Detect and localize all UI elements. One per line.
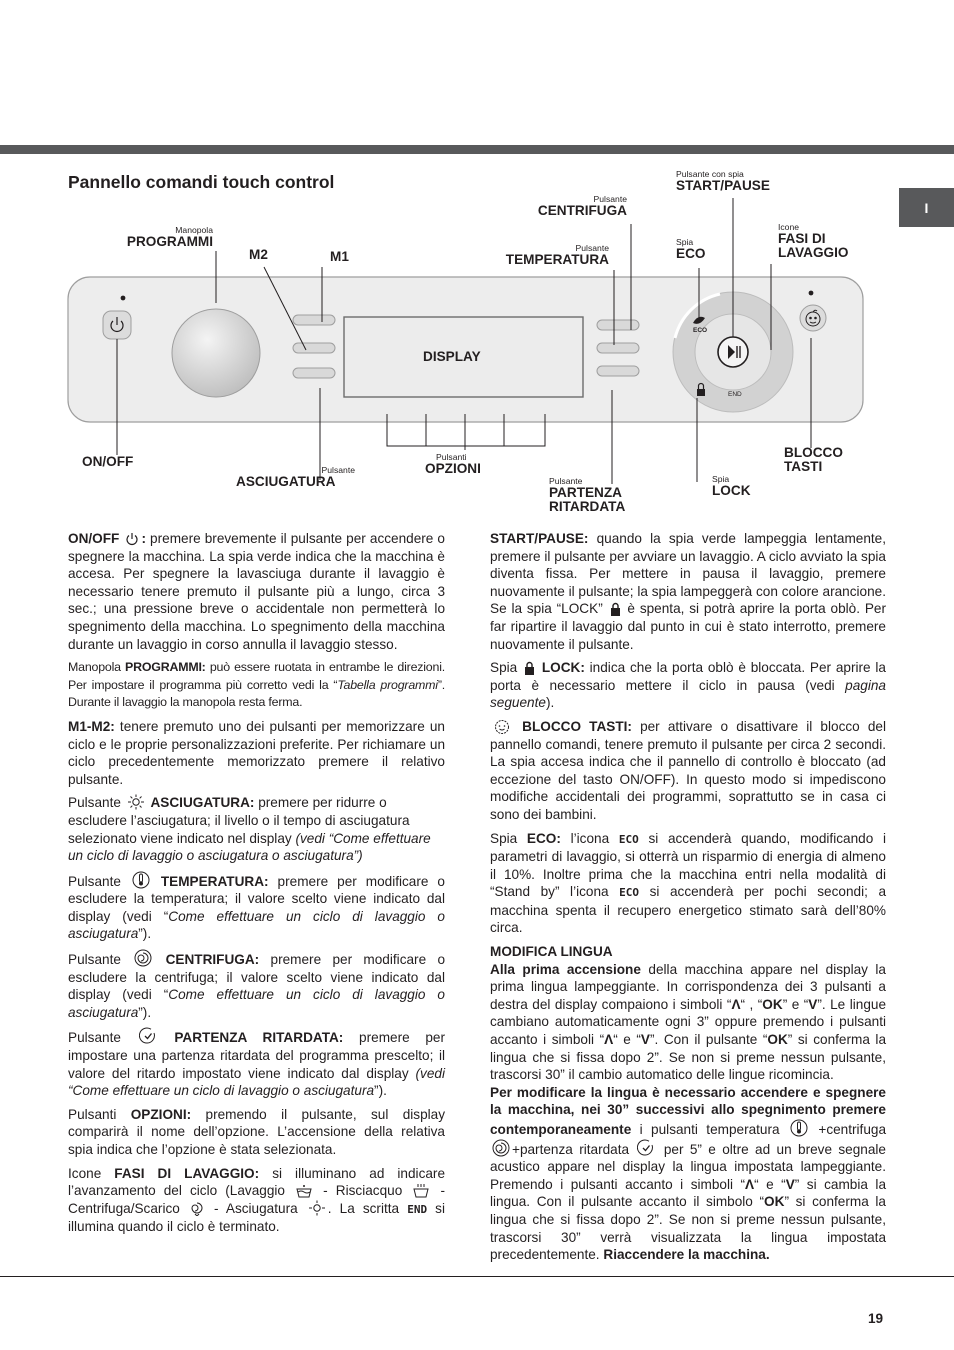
partenza-big-1: PARTENZA <box>549 485 622 500</box>
manopola-paragraph <box>68 659 445 712</box>
symbol-up: Λ <box>731 996 741 1012</box>
partenza-button-shape <box>597 366 639 376</box>
rinse-icon <box>412 1183 430 1198</box>
manopola-small: Manopola <box>175 225 213 235</box>
opz-title: OPZIONI: <box>130 1106 192 1122</box>
delay-timer-icon <box>139 1027 157 1045</box>
m1-text: M1 <box>330 249 349 264</box>
lingua-t9: ” si cambia la lingua. Con il pulsante accanto il simbolo “ <box>490 1176 887 1210</box>
lingua-t4: ” si conferma la lingua che si fissa dopo 2”. Se non si preme nessun pulsante, trascorsi 30” il cambio automatico delle lingue ricomincia. <box>490 1032 887 1083</box>
blocco-big-2: TASTI <box>784 459 823 474</box>
opz-pre: Pulsanti <box>68 1106 117 1122</box>
lingua-t7: +partenza ritardata <box>512 1141 630 1157</box>
fasi-big-2: LAVAGGIO <box>778 245 849 260</box>
asciugatura-button-shape <box>293 368 335 378</box>
m2-label <box>249 248 268 262</box>
fasi-text-3: - Centrifuga/Scarico <box>68 1183 445 1216</box>
manopola-title: PROGRAMMI: <box>125 660 206 675</box>
lingua-title: MODIFICA LINGUA <box>490 944 613 960</box>
fasi-title: FASI DI LAVAGGIO: <box>114 1165 260 1181</box>
start-big: START/PAUSE <box>676 178 770 193</box>
wash-icon <box>295 1183 313 1198</box>
symbol-up-2: Λ <box>604 1032 614 1048</box>
asciugatura-small: Pulsante <box>321 465 355 475</box>
spin-icon <box>134 949 152 967</box>
blocco-paragraph <box>490 718 886 824</box>
partenza-paragraph <box>68 1027 445 1099</box>
eco-label <box>676 237 705 261</box>
power-icon <box>125 532 139 546</box>
symbol-down-3: V <box>785 1176 795 1192</box>
temperatura-small: Pulsante <box>575 243 609 253</box>
start-text-2: è spenta, si potrà aprire la porta oblò. Per far ripartire il lavaggio dal punto in cui è stato interrotto, premere nuovamente il pulsante. <box>490 601 887 652</box>
lock-text: indica che la porta oblò è bloccata. Per aprire la porta è necessario mettere il ciclo in pausa (vedi <box>490 660 886 693</box>
partenza-big-2: RITARDATA <box>549 499 626 514</box>
lock-label <box>712 474 751 498</box>
manopola-italic: Tabella programmi <box>337 677 438 692</box>
blocco-big-1: BLOCCO <box>784 445 843 460</box>
eco-pre: Spia <box>490 830 518 846</box>
eco-word-1: ECO <box>618 832 639 846</box>
asc-pre: Pulsante <box>68 795 121 811</box>
lingua-t5: i pulsanti temperatura <box>639 1122 780 1137</box>
opzioni-small: Pulsanti <box>436 452 467 462</box>
thermometer-icon <box>790 1119 808 1137</box>
symbol-up-3: Λ <box>745 1176 755 1192</box>
lingua-paragraph-1: Alla prima accensione della macchina appare nel display la prima lingua lampeggiante. In corrispondenza dei 3 pulsanti a destra del display compaiono i simboli “Λ“ , “OK” e “V”. Le lingue cambiano automaticamente ogni 3” oppure premendo i pulsanti accanto i simboli “Λ“ e “V”. Con il pulsante “OK” si conferma la lingua che si fissa dopo 2”. Se non si preme nessun pulsante, trascorsi 30” il cambio automatico delle lingue ricomincia. <box>490 961 887 1083</box>
lock-big: LOCK <box>712 483 751 498</box>
lock-end: ). <box>545 695 555 711</box>
child-face-icon <box>492 718 512 734</box>
centr-text: premere per modificare o escludere la centrifuga; il valore scelto viene indicato dal display (vedi “ <box>68 952 446 1003</box>
temperatura-button-shape <box>597 343 639 353</box>
lock-pre: Spia <box>490 660 518 676</box>
centrifuga-big: CENTRIFUGA <box>537 203 627 218</box>
manopola-text-1: può essere ruotata in entrambe le direzioni. Per impostare il programma più corretto vedi la “ <box>68 660 445 692</box>
onoff-paragraph: ON/OFF : premere brevemente il pulsante per accendere o spegnere la macchina. La spia verde indica che la macchina è accesa. Per spegnere la lavasciuga durante il lavaggio è necessario tenere premuto il pulsante più a lungo, circa 3 sec.; una pressione breve o accidentale non permetterà lo spegnimento della macchina. Lo spegnimento della macchina durante un lavaggio in corso annulla il lavaggio stesso. <box>68 531 445 652</box>
asciugatura-label <box>236 465 355 489</box>
centrifuga-paragraph <box>68 949 445 1021</box>
fasi-text-4: - Asciugatura <box>214 1200 298 1216</box>
blocco-label <box>784 446 843 474</box>
symbol-down: V <box>808 996 818 1012</box>
start-small: Pulsante con spia <box>676 169 744 179</box>
m1m2-title: M1-M2: <box>68 718 115 734</box>
end-icon-text: END <box>728 391 742 398</box>
part-title: PARTENZA RITARDATA: <box>174 1030 344 1046</box>
lingua-b2: Per modificare la lingua è necessario accendere e spegnere la macchina, nei 30” successivi allo spegnimento premere contemporaneamente <box>490 1084 886 1137</box>
lingua-b3: Riaccendere la macchina. <box>603 1247 770 1263</box>
centr-title: CENTRIFUGA: <box>165 952 260 968</box>
right-column <box>490 530 886 1264</box>
opzioni-big: OPZIONI <box>425 461 481 476</box>
lock-title: LOCK: <box>541 660 585 676</box>
centr-italic: Come effettuare un ciclo di lavaggio o asciugatura <box>68 987 445 1020</box>
manopola-label <box>126 225 213 249</box>
asc-italic: (vedi “Come effettuare un ciclo di lavaggio o asciugatura o asciugatura”) <box>68 830 431 864</box>
opz-text: premendo il pulsante, sul display comparirà il nome dell’opzione. L’accensione della relativa spia indica che l’opzione è stata selezionata. <box>68 1106 446 1157</box>
page-title: Pannello comandi touch control <box>68 172 335 192</box>
temp-title: TEMPERATURA: <box>160 873 269 889</box>
dry-sun-icon <box>308 1200 326 1216</box>
onoff-led <box>121 296 126 301</box>
m1-button-shape <box>293 315 335 325</box>
start-title: START/PAUSE: <box>490 531 589 546</box>
symbol-ok-2: OK <box>767 1032 788 1048</box>
part-italic: (vedi “Come effettuare un ciclo di lavaggio o asciugatura <box>68 1065 445 1099</box>
temp-pre: Pulsante <box>68 873 121 889</box>
footer-rule <box>0 1276 954 1277</box>
lingua-block <box>490 943 886 1264</box>
blocco-title: BLOCCO TASTI: <box>522 718 632 734</box>
centr-pre: Pulsante <box>68 952 121 968</box>
part-end: ”). <box>374 1083 387 1099</box>
partenza-small: Pulsante <box>549 476 583 486</box>
asc-text: premere per ridurre o escludere l’asciugatura; il livello o il tempo di asciugatura selezionato viene indicato nel display <box>68 795 410 846</box>
fasi-small: Icone <box>778 222 800 232</box>
part-text: premere per impostare una partenza ritardata del programma prescelto; il valore del ritardo impostato viene indicato dal display <box>68 1030 446 1081</box>
fasi-big-1: FASI DI <box>778 231 826 246</box>
fasi-text-5: . La scritta <box>327 1200 400 1216</box>
end-word: END <box>407 1202 428 1216</box>
fasi-pre: Icone <box>68 1165 102 1181</box>
m1-label <box>330 250 349 264</box>
spin-drain-icon <box>190 1200 204 1216</box>
delay-timer-icon <box>637 1139 655 1157</box>
manopola-big: PROGRAMMI <box>126 234 213 249</box>
temperatura-label <box>480 243 609 267</box>
blocco-text: per attivare o disattivare il blocco del pannello comandi, tenere premuto il pulsante per circa 2 secondi. La spia accesa indica che il pannello di controllo è bloccato (ad eccezione del tasto ON/OFF). In questo modo si impediscono modifiche accidentali dei programmi, soprattutto se in casa ci sono dei bambini. <box>490 718 886 822</box>
eco-title: ECO: <box>526 830 561 846</box>
lock-paragraph <box>490 659 886 712</box>
onoff-text: premere brevemente il pulsante per accendere o spegnere la macchina. La spia verde indica che la macchina è accesa. Per spegnere la lavasciuga durante il lavaggio è necessario tenere premuto il pulsante più a lungo, circa 3 sec.; una pressione breve o accidentale non permetterà lo spegnimento della macchina. Lo spegnimento della macchina durante un lavaggio in corso annulla il lavaggio stesso. <box>68 531 445 652</box>
m2-button-shape <box>293 343 335 353</box>
lingua-t1: della macchina appare nel display la prima lingua lampeggiante. In corrispondenza dei 3 pulsanti a destra del display compaiono i simboli “ <box>490 961 886 1012</box>
fasi-text-2: - Risciacquo <box>323 1183 403 1199</box>
eco-text-1: l’icona <box>570 830 610 846</box>
m1m2-paragraph <box>68 718 445 788</box>
temp-text: premere per modificare o escludere la temperatura; il valore scelto viene indicato dal display (vedi “ <box>68 873 445 924</box>
lingua-t8: per 5” e oltre ad un breve segnale acustico appare nel display la lingua impostata lampeggiante. Premendo i pulsanti accanto i simboli “ <box>490 1141 886 1192</box>
thermometer-icon <box>132 871 150 889</box>
start-paragraph <box>490 530 886 653</box>
part-pre: Pulsante <box>68 1030 121 1046</box>
m2-text: M2 <box>249 247 268 262</box>
eco-big: ECO <box>676 246 706 261</box>
temperatura-paragraph <box>68 871 445 943</box>
start-text-1: quando la spia verde lampeggia lentamente, premere il pulsante per avviare un lavaggio. A ciclo avviato la spia diventa fissa. Per mettere in pausa il lavaggio, premere nuovamente il pulsante; la spia lampeggerà con colore arancione. Se la spia “LOCK” <box>490 531 886 617</box>
symbol-ok: OK <box>762 996 783 1012</box>
manopola-text-2: ”. Durante il lavaggio la manopola resta ferma. <box>68 677 445 710</box>
eco-text-2: si accenderà quando, modificando i parametri di lavaggio, si otterrà un risparmio di energia di almeno il 10%. Inoltre prima che la macchina entri nella modalità di “Stand by” l’icona <box>490 830 886 900</box>
fasi-paragraph <box>68 1165 445 1236</box>
lingua-t10: ” si conferma la lingua che si fissa dopo 2”. Se non si preme nessun pulsante, trascorsi 30” verrà visualizzata la lingua impostata precedentemente. <box>490 1194 886 1263</box>
temp-italic: Come effettuare un ciclo di lavaggio o asciugatura <box>68 908 445 942</box>
onoff-label <box>82 455 133 469</box>
centrifuga-small: Pulsante <box>593 194 627 204</box>
lock-small: Spia <box>712 474 730 484</box>
temp-end: ”). <box>138 926 152 942</box>
lock-icon <box>610 602 621 616</box>
eco-text-3: si accenderà per pochi secondi; a macchina spenta il recupero energetico stimato sarà dell’80% circa. <box>490 884 887 936</box>
onoff-title: ON/OFF <box>68 531 120 546</box>
asc-title: ASCIUGATURA: <box>150 795 255 811</box>
blocco-tasti-button-shape <box>800 305 826 331</box>
lingua-t6: +centrifuga <box>818 1122 887 1137</box>
symbol-ok-3: OK <box>764 1194 785 1210</box>
blocco-led <box>809 291 814 296</box>
lingua-t2: ”. Le lingue cambiano automaticamente ogni 3” oppure premendo i pulsanti accanto i simboli “ <box>490 996 886 1048</box>
start-pause-label <box>676 169 770 193</box>
eco-icon-text: ECO <box>693 327 708 334</box>
eco-word-2: ECO <box>619 886 640 900</box>
m1m2-text: tenere premuto uno dei pulsanti per memorizzare un ciclo e le proprie personalizzazioni preferite. Per richiamare un ciclo precedentemente memorizzato premere il relativo pulsante. <box>68 718 445 787</box>
symbol-down-2: V <box>640 1032 650 1048</box>
lock-icon <box>524 661 535 675</box>
fasi-label <box>778 222 848 260</box>
fasi-text-1: si illuminano ad indicare l’avanzamento del ciclo (Lavaggio <box>68 1165 446 1199</box>
onoff-text: ON/OFF <box>82 454 134 469</box>
opzioni-paragraph <box>68 1106 445 1159</box>
eco-paragraph <box>490 830 886 938</box>
asciugatura-big: ASCIUGATURA <box>236 474 336 489</box>
partenza-label <box>549 476 625 514</box>
spin-icon <box>492 1139 510 1157</box>
sun-icon <box>127 794 145 810</box>
temperatura-big: TEMPERATURA <box>505 252 609 267</box>
display-text: DISPLAY <box>423 349 481 364</box>
lock-italic: pagina seguente <box>490 677 886 711</box>
manopola-pre: Manopola <box>68 660 121 675</box>
lingua-b1: Alla prima accensione <box>490 961 641 977</box>
section-tab-label: I <box>924 199 929 216</box>
lingua-paragraph-2: Per modificare la lingua è necessario accendere e spegnere la macchina, nei 30” successivi allo spegnimento premere contemporaneamente i pulsanti temperatura +centrifuga +partenza ritardata per 5” e oltre ad un breve segnale acustico appare nel display la lingua impostata lampeggiante. Premendo i pulsanti accanto i simboli “Λ“ e “V” si cambia la lingua. Con il pulsante accanto il simbolo “OK” si conferma la lingua che si fissa dopo 2”. Se non si preme nessun pulsante, trascorsi 30” verrà visualizzata la lingua impostata precedentemente. Riaccendere la macchina. <box>490 1084 887 1263</box>
opzioni-label <box>425 452 493 476</box>
centrifuga-button-shape <box>597 320 639 330</box>
programmi-knob <box>172 309 260 397</box>
lingua-t3: ”. Con il pulsante “ <box>649 1032 768 1048</box>
fasi-text-6: si illumina quando il ciclo è terminato. <box>68 1200 445 1235</box>
left-column <box>68 530 445 1242</box>
asciugatura-paragraph <box>68 794 445 864</box>
centr-end: ”). <box>138 1004 152 1020</box>
display-label <box>423 350 481 364</box>
page-number: 19 <box>868 1311 884 1326</box>
eco-small: Spia <box>676 237 694 247</box>
centrifuga-label <box>518 194 627 218</box>
